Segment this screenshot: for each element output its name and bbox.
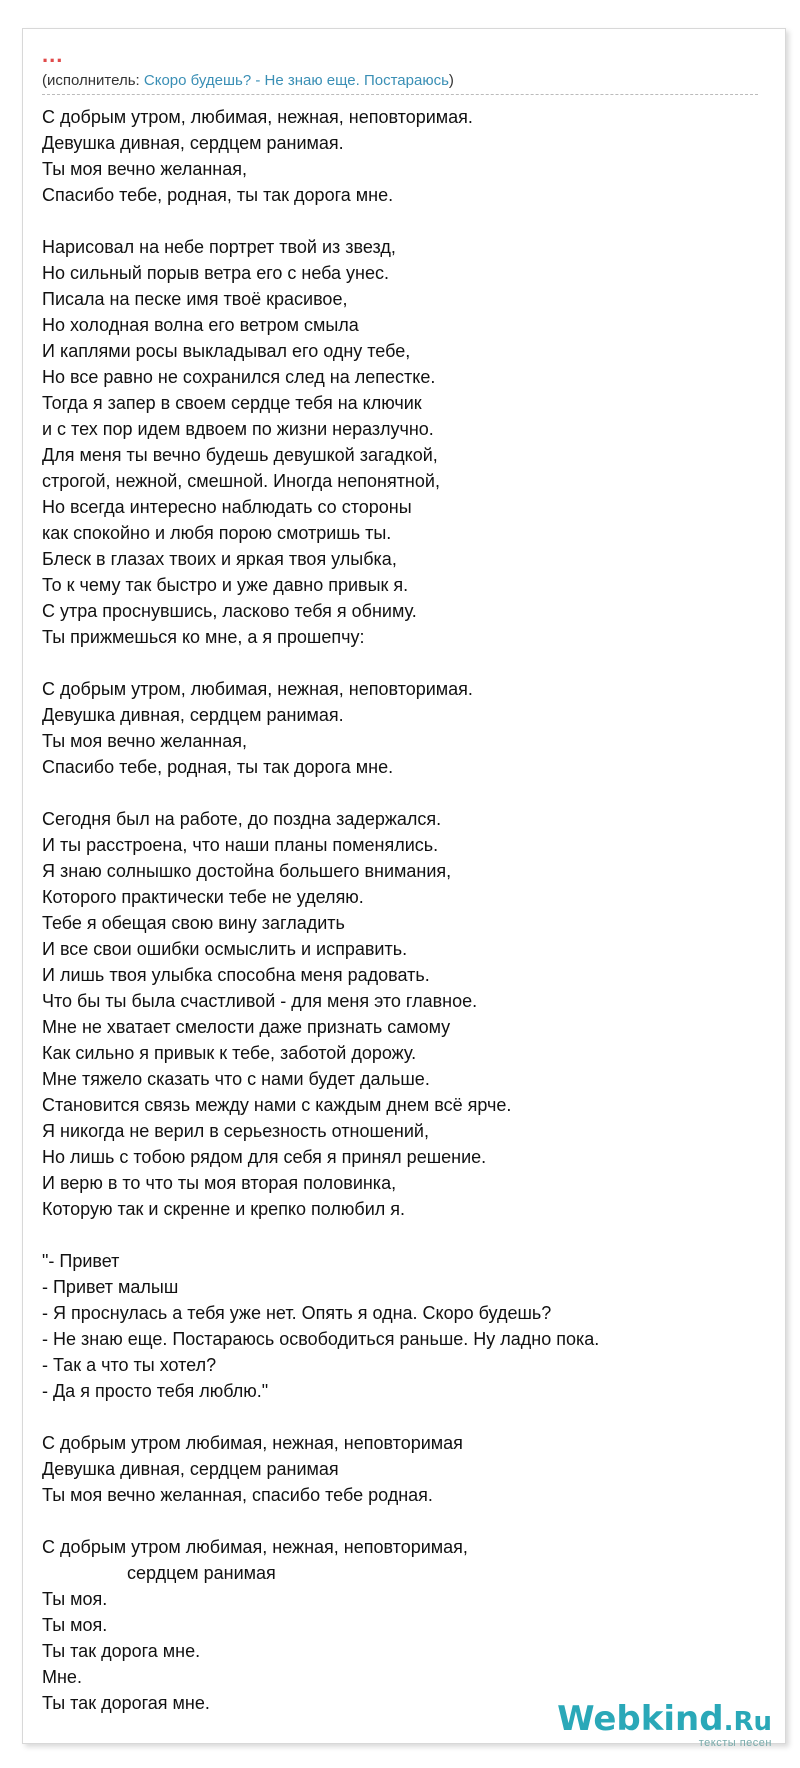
artist-suffix: ): [448, 72, 454, 89]
lyric-line: Которого практически тебе не уделяю.: [42, 887, 364, 907]
stanza-gap: [42, 650, 762, 676]
lyric-line: С добрым утром любимая, нежная, неповторимая: [42, 1433, 463, 1453]
stanza-gap: [42, 208, 762, 234]
lyric-line: Блеск в глазах твоих и яркая твоя улыбка,: [42, 549, 397, 569]
lyric-line: Мне.: [42, 1667, 82, 1687]
artist-prefix: (исполнитель:: [42, 72, 144, 89]
lyric-line: Тогда я запер в своем сердце тебя на ключик: [42, 393, 422, 413]
lyric-line: Становится связь между нами с каждым днем всё ярче.: [42, 1095, 512, 1115]
lyric-line: И ты расстроена, что наши планы поменялись.: [42, 835, 439, 855]
lyric-line: - Да я просто тебя люблю.": [42, 1381, 269, 1401]
lyric-line: Ты так дорогая мне.: [42, 1693, 210, 1713]
lyric-line: "- Привет: [42, 1251, 120, 1271]
lyric-line: И верю в то что ты моя вторая половинка,: [42, 1173, 397, 1193]
lyric-line: Ты моя вечно желанная, спасибо тебе родная.: [42, 1485, 433, 1505]
lyric-line: Ты моя вечно желанная,: [42, 159, 247, 179]
stanza-gap: [42, 1404, 762, 1430]
stanza-gap: [42, 1222, 762, 1248]
brand-name: Webkind.Ru: [557, 1699, 772, 1739]
lyric-line: С добрым утром любимая, нежная, неповторимая,: [42, 1537, 468, 1557]
lyric-line: - Привет малыш: [42, 1277, 179, 1297]
lyric-line: И все свои ошибки осмыслить и исправить.: [42, 939, 408, 959]
lyric-line: Ты моя.: [42, 1615, 108, 1635]
lyric-line: Которую так и скренне и крепко полюбил я.: [42, 1199, 406, 1219]
lyric-line: Но холодная волна его ветром смыла: [42, 315, 359, 335]
divider: [42, 94, 758, 95]
artist-link[interactable]: Скоро будешь? - Не знаю еще. Постараюсь: [143, 72, 449, 89]
lyric-line: Для меня ты вечно будешь девушкой загадкой,: [42, 445, 438, 465]
lyric-line: И лишь твоя улыбка способна меня радовать.: [42, 965, 430, 985]
lyric-line: То к чему так быстро и уже давно привык я.: [42, 575, 409, 595]
lyric-line: - Я проснулась а тебя уже нет. Опять я одна. Скоро будешь?: [42, 1303, 552, 1323]
lyric-line: Но всегда интересно наблюдать со стороны: [42, 497, 412, 517]
lyric-line: Но сильный порыв ветра его с неба унес.: [42, 263, 389, 283]
lyric-line: Ты прижмешься ко мне, а я прошепчу:: [42, 627, 365, 647]
lyric-line: Что бы ты была счастливой - для меня это главное.: [42, 991, 478, 1011]
stanza-gap: [42, 780, 762, 806]
lyric-line: Тебе я обещая свою вину загладить: [42, 913, 345, 933]
lyric-line: - Не знаю еще. Постараюсь освободиться раньше. Ну ладно пока.: [42, 1329, 600, 1349]
lyric-line: Как сильно я привык к тебе, заботой дорожу.: [42, 1043, 417, 1063]
lyric-line: - Так а что ты хотел?: [42, 1355, 217, 1375]
lyric-line: С добрым утром, любимая, нежная, неповторимая.: [42, 679, 473, 699]
lyric-line: И каплями росы выкладывал его одну тебе,: [42, 341, 411, 361]
lyric-line: сердцем ранимая: [42, 1563, 276, 1583]
lyric-line: Ты моя вечно желанная,: [42, 731, 247, 751]
lyric-line: строгой, нежной, смешной. Иногда непонятной,: [42, 471, 440, 491]
artist-line: [42, 72, 454, 89]
lyric-line: Ты так дорога мне.: [42, 1641, 201, 1661]
lyric-line: С утра проснувшись, ласково тебя я обниму.: [42, 601, 417, 621]
lyric-line: Но лишь с тобою рядом для себя я принял решение.: [42, 1147, 487, 1167]
lyric-line: Писала на песке имя твоё красивое,: [42, 289, 348, 309]
page-title: ...: [42, 42, 64, 67]
lyric-line: Спасибо тебе, родная, ты так дорога мне.: [42, 757, 394, 777]
lyrics-text: [42, 104, 762, 1716]
lyric-line: как спокойно и любя порою смотришь ты.: [42, 523, 392, 543]
lyric-line: Ты моя.: [42, 1589, 108, 1609]
lyric-line: Девушка дивная, сердцем ранимая.: [42, 705, 344, 725]
lyric-line: Я знаю солнышко достойна большего внимания,: [42, 861, 452, 881]
brand-tagline: тексты песен: [698, 1737, 772, 1749]
lyric-line: Нарисовал на небе портрет твой из звезд,: [42, 237, 396, 257]
lyric-line: Мне тяжело сказать что с нами будет дальше.: [42, 1069, 430, 1089]
lyric-line: С добрым утром, любимая, нежная, неповторимая.: [42, 107, 473, 127]
lyric-line: Я никогда не верил в серьезность отношений,: [42, 1121, 429, 1141]
lyric-line: Девушка дивная, сердцем ранимая.: [42, 133, 344, 153]
lyric-line: и с тех пор идем вдвоем по жизни неразлучно.: [42, 419, 434, 439]
lyric-line: Спасибо тебе, родная, ты так дорога мне.: [42, 185, 394, 205]
lyric-line: Мне не хватает смелости даже признать самому: [42, 1017, 451, 1037]
lyric-line: Но все равно не сохранился след на лепестке.: [42, 367, 436, 387]
stanza-gap: [42, 1508, 762, 1534]
lyric-line: Сегодня был на работе, до поздна задержался.: [42, 809, 442, 829]
lyric-line: Девушка дивная, сердцем ранимая: [42, 1459, 339, 1479]
brand-logo[interactable]: [557, 1699, 772, 1749]
